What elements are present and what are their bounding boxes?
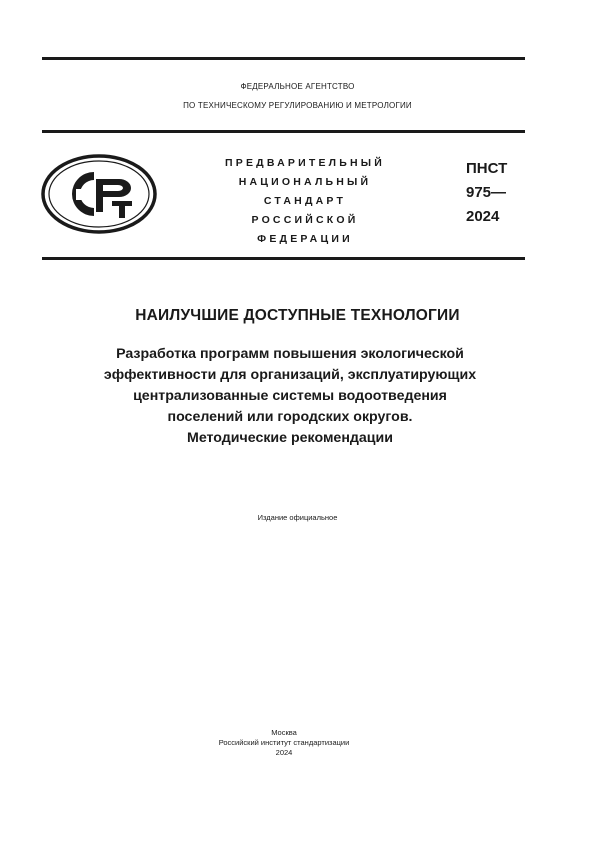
subtitle-line: эффективности для организаций, эксплуатирующих <box>103 367 477 383</box>
standard-type-line: РОССИЙСКОЙ <box>251 214 359 226</box>
top-rule <box>42 57 525 60</box>
title-rule <box>42 257 525 260</box>
standard-code-number: 975— <box>466 184 507 201</box>
subtitle-line: Методические рекомендации <box>187 430 393 446</box>
agency-line-2: ПО ТЕХНИЧЕСКОМУ РЕГУЛИРОВАНИЮ И МЕТРОЛОГИИ <box>183 101 412 110</box>
header-rule <box>42 130 525 133</box>
standard-type <box>190 154 420 249</box>
standard-code-prefix: ПНСТ <box>466 160 508 177</box>
imprint-city: Москва <box>271 728 297 737</box>
standard-code <box>466 157 507 229</box>
imprint-publisher: Российский институт стандартизации <box>218 738 350 747</box>
subtitle-line: Разработка программ повышения экологической <box>116 346 464 362</box>
subtitle-line: централизованные системы водоотведения <box>133 388 447 404</box>
imprint <box>0 728 568 758</box>
edition-note: Издание официальное <box>257 513 338 522</box>
document-subtitle <box>40 344 540 449</box>
document-title: НАИЛУЧШИЕ ДОСТУПНЫЕ ТЕХНОЛОГИИ <box>135 307 460 324</box>
rst-certification-mark-icon <box>40 152 158 236</box>
agency-line-1: ФЕДЕРАЛЬНОЕ АГЕНТСТВО <box>240 82 355 91</box>
imprint-year: 2024 <box>275 748 293 757</box>
standard-type-line: ПРЕДВАРИТЕЛЬНЫЙ <box>225 157 385 169</box>
standard-code-year: 2024 <box>466 208 500 225</box>
subtitle-line: поселений или городских округов. <box>167 409 413 425</box>
standard-type-line: ФЕДЕРАЦИИ <box>257 233 353 245</box>
standard-type-line: СТАНДАРТ <box>263 195 347 207</box>
standard-type-line: НАЦИОНАЛЬНЫЙ <box>238 176 372 188</box>
